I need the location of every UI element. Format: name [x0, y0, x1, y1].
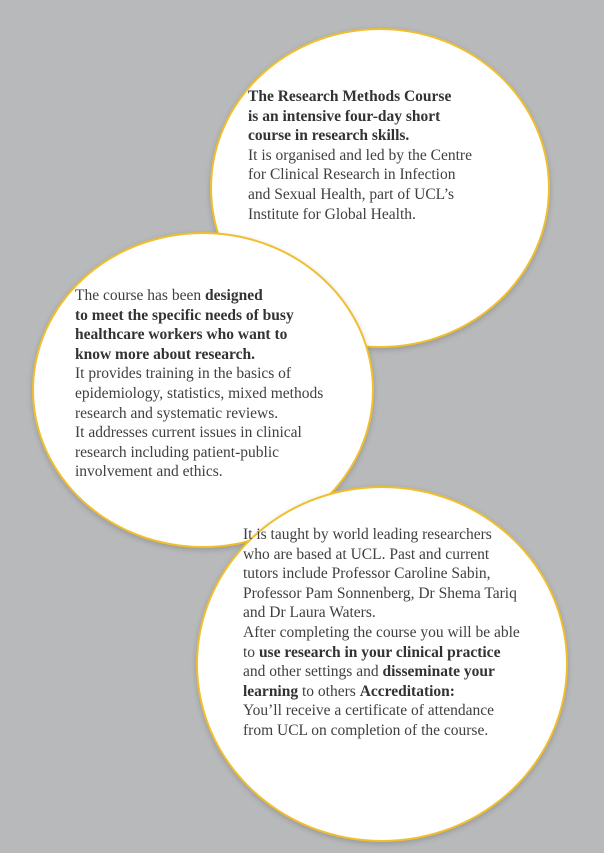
accreditation-heading: Accreditation:: [359, 682, 455, 700]
teaching-line-8-bold: disseminate your: [382, 663, 495, 681]
teaching-line-1: It is taught by world leading researchers: [243, 526, 492, 543]
teaching-line-5: and Dr Laura Waters.: [243, 604, 376, 622]
design-line-3: epidemiology, statistics, mixed methods: [75, 384, 324, 402]
design-bold-line-2: healthcare workers who want to: [75, 326, 288, 344]
course-design-text: [75, 286, 323, 482]
course-intro-text: [248, 87, 472, 224]
intro-line-1: It is organised and led by the Centre: [248, 146, 472, 164]
design-bold-line-1: to meet the specific needs of busy: [75, 306, 294, 324]
course-teaching-text: [243, 525, 520, 741]
teaching-line-4: Professor Pam Sonnenberg, Dr Shema Tariq: [243, 584, 517, 602]
teaching-line-7-bold: use research in your clinical practice: [258, 643, 501, 661]
design-line-4: research and systematic reviews.: [75, 404, 279, 422]
teaching-line-10: You’ll receive a certificate of attendance: [243, 702, 495, 720]
intro-bold-line-1: The Research Methods Course: [248, 88, 452, 105]
teaching-line-7: [243, 643, 520, 663]
teaching-line-7-text: to: [243, 643, 259, 661]
intro-line-4: Institute for Global Health.: [248, 205, 416, 223]
teaching-line-2: who are based at UCL. Past and current: [243, 545, 490, 563]
teaching-line-11: from UCL on completion of the course.: [243, 721, 489, 739]
design-line-1-text: The course has been: [75, 287, 205, 304]
design-line-6: research including patient-public: [75, 443, 280, 461]
intro-bold-line-3: course in research skills.: [248, 127, 410, 145]
teaching-line-8: [243, 662, 520, 682]
teaching-line-9: [243, 682, 520, 702]
teaching-line-6: After completing the course you will be able: [243, 623, 520, 641]
teaching-line-9-bold: learning: [243, 682, 299, 700]
teaching-line-8-text: and other settings and: [243, 663, 383, 681]
design-line-5: It addresses current issues in clinical: [75, 424, 302, 442]
intro-line-3: and Sexual Health, part of UCL’s: [248, 185, 455, 203]
design-line-7: involvement and ethics.: [75, 463, 223, 481]
teaching-line-3: tutors include Professor Caroline Sabin,: [243, 565, 491, 583]
design-line-1: [75, 286, 323, 306]
intro-bold-line-2: is an intensive four-day short: [248, 107, 441, 125]
intro-line-2: for Clinical Research in Infection: [248, 166, 456, 184]
design-line-2: It provides training in the basics of: [75, 365, 292, 383]
design-bold-line-3: know more about research.: [75, 345, 255, 363]
teaching-line-9-text: to others: [298, 682, 360, 700]
design-line-1-bold: designed: [204, 287, 263, 304]
